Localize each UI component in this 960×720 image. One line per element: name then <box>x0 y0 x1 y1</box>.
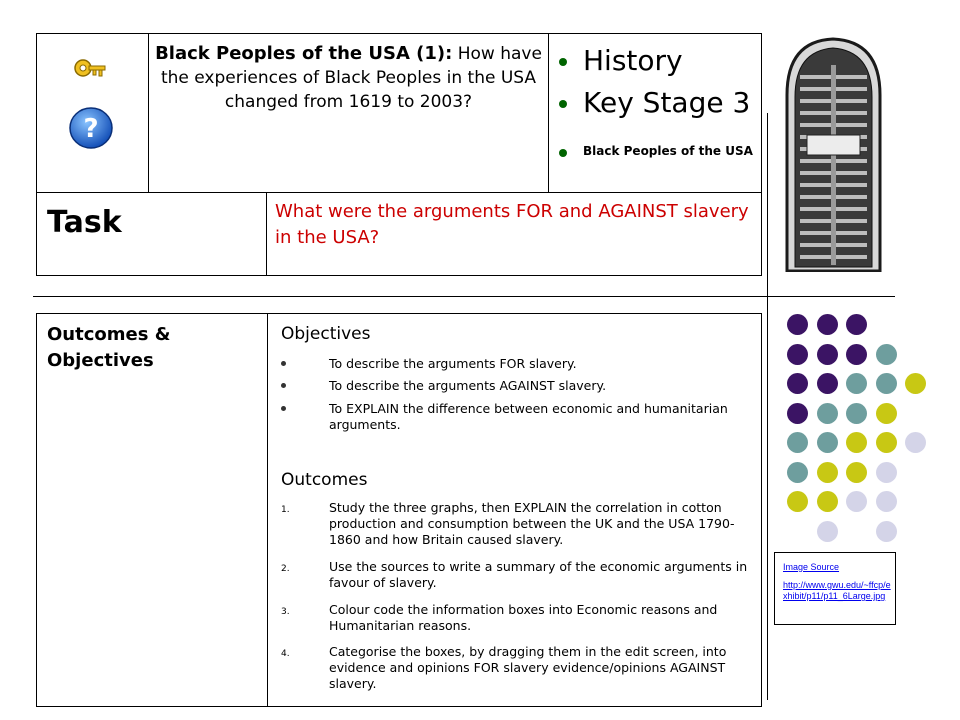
decorative-dot <box>905 373 926 394</box>
decorative-dot <box>846 314 867 335</box>
image-source-link[interactable]: http://www.gwu.edu/~ffcp/exhibit/p11/p11_6Large.jpg <box>783 580 891 601</box>
task-label: Task <box>37 193 267 275</box>
decorative-dot <box>817 521 838 542</box>
decorative-dot <box>876 344 897 365</box>
decorative-dot <box>817 314 838 335</box>
decorative-dot <box>787 314 808 335</box>
decorative-dot <box>876 432 897 453</box>
decorative-dot <box>817 373 838 394</box>
decorative-dot <box>846 462 867 483</box>
decorative-dot <box>876 403 897 424</box>
decorative-dot <box>876 491 897 512</box>
decorative-dot <box>846 344 867 365</box>
subject-tags-cell: History Key Stage 3 Black Peoples of the USA <box>549 34 761 192</box>
decorative-dot <box>817 491 838 512</box>
task-question: What were the arguments FOR and AGAINST slavery in the USA? <box>275 201 749 248</box>
objectives-outcomes-cell: Objectives To describe the arguments FOR slavery. To describe the arguments AGAINST slavery. To EXPLAIN the difference between economic and humanitarian arguments. Outcomes 1. Study the three graphs, then EXPLAIN the correlation in cotton production and consumption between the UK and the USA 1790-1860 and how Britain caused slavery. 2. Use the sources to write a summary of the economic arguments in favour of slavery. 3. Colour code the information boxes into Economic reasons and Humanitarian reasons. 4. Categorise the boxes, by dragging them in the edit screen, into evidence and opinions FOR slavery evidence/opinions AGAINST slavery. <box>281 324 748 691</box>
decorative-dot <box>846 373 867 394</box>
decorative-dot <box>817 432 838 453</box>
decorative-dot <box>876 462 897 483</box>
decorative-dot <box>846 403 867 424</box>
svg-text:?: ? <box>83 114 99 144</box>
decorative-dot <box>787 373 808 394</box>
decorative-dot <box>787 491 808 512</box>
decorative-dot <box>787 403 808 424</box>
objectives-heading: Objectives <box>281 324 371 344</box>
decorative-dot <box>817 403 838 424</box>
decorative-dot <box>787 344 808 365</box>
decorative-dot <box>846 491 867 512</box>
decorative-dot <box>846 432 867 453</box>
decorative-dot <box>876 521 897 542</box>
lesson-title-bold: Black Peoples of the USA (1): <box>155 43 453 64</box>
decorative-dot <box>876 373 897 394</box>
decorative-dot <box>787 462 808 483</box>
image-source-box <box>774 552 896 625</box>
decorative-dot <box>787 432 808 453</box>
outcomes-objectives-label: Outcomes & Objectives <box>37 314 268 706</box>
decorative-dot <box>817 462 838 483</box>
lesson-title-question: How have the experiences of Black Peoples in the USA changed from 1619 to 2003? <box>160 44 542 112</box>
image-source-label[interactable]: Image Source <box>783 562 840 572</box>
outcomes-heading: Outcomes <box>281 470 368 490</box>
decorative-dot <box>817 344 838 365</box>
decorative-dot <box>905 432 926 453</box>
